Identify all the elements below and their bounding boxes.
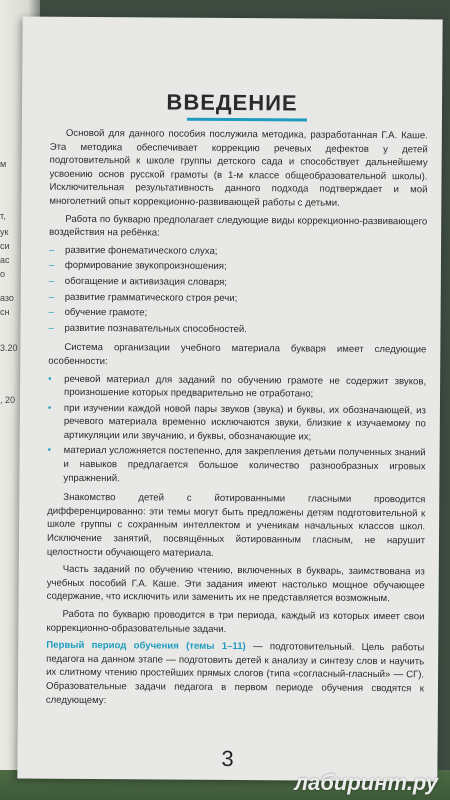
left-fragment: азо xyxy=(0,293,14,303)
list-item: • при изучении каждой новой пары звуков (звука) и буквы, их обозначающей, из речевого материала временно исключаются звуки, близкие к изучаемому по артикуляции или звучанию, и буквы, обозначающие их; xyxy=(47,402,426,443)
page-body xyxy=(46,127,428,714)
list-item: • материал усложняется постепенно, для закрепления детьми полученных знаний и навыков предлагается большое количество разнообразных игровых упражнений. xyxy=(47,445,426,484)
left-fragment: 3.20 xyxy=(0,343,18,353)
page-title: ВВЕДЕНИЕ xyxy=(166,89,298,116)
list-item: – развитие грамматического строя речи; xyxy=(48,291,238,304)
title-underline xyxy=(187,118,307,122)
left-fragment: сн xyxy=(0,307,10,317)
left-fragment: ас xyxy=(0,255,10,265)
system-intro-paragraph: Система организации учебного материала букваря имеет следующие особенности: xyxy=(48,342,427,368)
left-fragment: , 20 xyxy=(0,395,16,405)
work-intro-paragraph: Работа по букварю предполагает следующие виды коррекционно-развивающего воздействия на ребёнка: xyxy=(49,213,428,239)
first-period-heading: Первый период обучения (темы 1–11) xyxy=(46,639,246,653)
system-list xyxy=(47,372,426,487)
list-item: – развитие фонематического слуха; xyxy=(48,244,218,257)
watermark-logo: лабиринт.ру xyxy=(294,770,438,795)
list-item: – формирование звукопроизношения; xyxy=(48,260,227,273)
page-number: 3 xyxy=(221,745,234,772)
left-fragment: т, xyxy=(0,211,6,221)
left-fragment: си xyxy=(0,241,10,251)
left-fragment: о xyxy=(0,269,6,279)
left-fragment: ук xyxy=(0,227,9,237)
kashe-tasks-paragraph: Часть заданий по обучению чтению, включенных в букварь, заимствована из учебных пособий Г.А. Каше. Эти задания имеют настолько мощное обучающее содержание, что исключить или заменить их не представляется возможным. xyxy=(46,564,425,605)
left-fragment: м xyxy=(0,159,7,169)
iotated-vowels-paragraph: Знакомство детей с йотированными гласными проводится дифференцированно: эти темы могут быть предложены детям подготовительной к школе группы с сохранным интеллектом и ученикам начальных классов школ. Исключение занятий, посвящённых йотированным гласным, не нарушит целостности обучающего материала. xyxy=(46,492,426,559)
book-page xyxy=(17,17,442,782)
list-item: • речевой материал для заданий по обучению грамоте не содержит звуков, произношение которых предварительно не отработано; xyxy=(48,373,427,400)
periods-paragraph: Работа по букварю проводится в три периода, каждый из которых имеет свои коррекционно-образовательные задачи. xyxy=(46,608,425,635)
list-item: – обогащение и активизация словаря; xyxy=(48,275,228,288)
list-item: – обучение грамоте; xyxy=(48,306,148,319)
first-period-paragraph xyxy=(46,639,424,710)
intro-paragraph: Основой для данного пособия послужила методика, разработанная Г.А. Каше. Эта методика обеспечивает коррекцию речевых дефектов у детей подготовительной к школе группы детского сада и способствует дальнейшему усвоению основ русской грамоты (в 1-м классе общеобразовательной школы). Исключительная результативность данного подхода подтверждает и мой многолетний опыт коррекционно-развивающей работы с детьми. xyxy=(49,127,428,209)
work-list xyxy=(48,243,427,337)
list-item: – развитие познавательных способностей. xyxy=(48,322,247,335)
first-period-text: — подготовительный. Цель работы педагога на данном этапе — подготовить детей к анализу и синтезу слов и научить их слитному чтению простейших прямых слогов (типа «согласный-гласный» — СГ). Образовательные задачи педагога в первом периоде обучения сводятся к следующему: xyxy=(45,641,425,706)
